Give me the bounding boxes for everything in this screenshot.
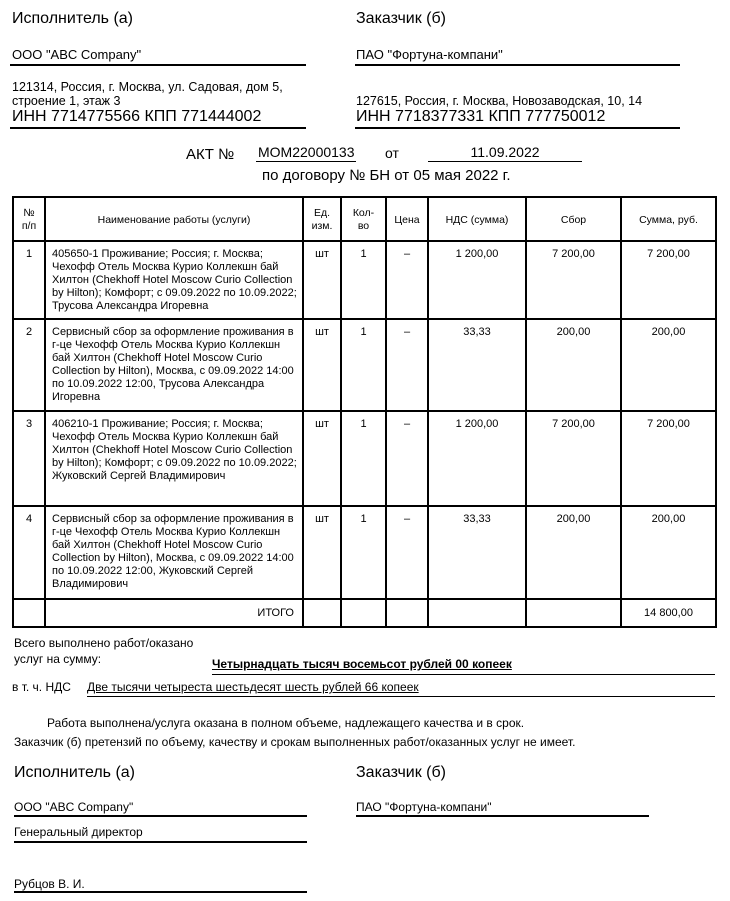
customer-inn-kpp: ИНН 7718377331 КПП 777750012	[356, 108, 606, 125]
row-qty: 1	[341, 319, 386, 411]
summary-total-label-line1: Всего выполнено работ/оказано	[14, 636, 194, 650]
executor-address-line2: строение 1, этаж 3	[12, 94, 121, 108]
executor-name-underline	[10, 64, 306, 66]
executor-inn-underline	[10, 127, 306, 129]
table-total-row	[13, 599, 716, 627]
signature-executor-position: Генеральный директор	[14, 825, 143, 839]
row-num: 2	[13, 319, 45, 411]
signature-executor-signer: Рубцов В. И.	[14, 877, 85, 891]
customer-title: Заказчик (б)	[356, 10, 446, 27]
header-fee: Сбор	[526, 197, 621, 241]
executor-address	[12, 80, 312, 108]
row-description: Сервисный сбор за оформление проживания в г-це Чехофф Отель Москва Курио Коллекшн бай Хилтон (Chekhoff Hotel Moscow Curio Collection by Hilton), Москва, с 09.09.2022 14:00 по 10.09.2022 12:00, Жуковский Сергей Владимирович	[45, 506, 303, 599]
header-vat: НДС (сумма)	[428, 197, 526, 241]
row-sum: 7 200,00	[621, 241, 716, 319]
header-description: Наименование работы (услуги)	[45, 197, 303, 241]
customer-address: 127615, Россия, г. Москва, Новозаводская, 10, 14	[356, 94, 643, 108]
executor-address-line1: 121314, Россия, г. Москва, ул. Садовая, дом 5,	[12, 80, 283, 94]
header-price: Цена	[386, 197, 428, 241]
act-date: 11.09.2022	[470, 144, 540, 160]
header-sum: Сумма, руб.	[621, 197, 716, 241]
row-vat: 33,33	[428, 506, 526, 599]
act-number: MOM22000133	[258, 144, 355, 160]
signature-customer-title: Заказчик (б)	[356, 764, 446, 781]
executor-name: ООО "ABC Company"	[12, 47, 142, 62]
row-num: 3	[13, 411, 45, 506]
row-num: 4	[13, 506, 45, 599]
act-from-label: от	[385, 145, 399, 161]
executor-title: Исполнитель (а)	[12, 10, 134, 27]
header-unit: Ед. изм.	[303, 197, 341, 241]
statement-line1: Работа выполнена/услуга оказана в полном объеме, надлежащего качества и в срок.	[47, 716, 525, 730]
table-row	[13, 241, 716, 319]
customer-inn-underline	[355, 127, 680, 129]
row-price: –	[386, 506, 428, 599]
table-row	[13, 319, 716, 411]
row-price: –	[386, 241, 428, 319]
total-sum: 14 800,00	[621, 599, 716, 627]
row-unit: шт	[303, 411, 341, 506]
row-qty: 1	[341, 241, 386, 319]
row-unit: шт	[303, 506, 341, 599]
row-description: 405650-1 Проживание; Россия; г. Москва; Чехофф Отель Москва Курио Коллекшн бай Хилтон (Chekhoff Hotel Moscow Curio Collection by Hilton); Комфорт; с 09.09.2022 по 10.09.2022; Трусова Александра Игоревна	[45, 241, 303, 319]
act-date-underline	[428, 161, 582, 162]
row-unit: шт	[303, 241, 341, 319]
customer-name-underline	[355, 64, 680, 66]
summary-total-underline	[212, 674, 715, 675]
header-num: № п/п	[13, 197, 45, 241]
executor-inn-kpp: ИНН 7714775566 КПП 771444002	[12, 108, 262, 125]
customer-name: ПАО "Фортуна-компани"	[356, 47, 503, 62]
signature-executor-title: Исполнитель (а)	[14, 764, 136, 781]
signature-customer-name: ПАО "Фортуна-компани"	[356, 800, 492, 814]
row-sum: 200,00	[621, 319, 716, 411]
row-fee: 200,00	[526, 319, 621, 411]
row-fee: 7 200,00	[526, 241, 621, 319]
total-label: ИТОГО	[45, 599, 303, 627]
act-number-underline	[256, 161, 356, 162]
summary-vat-label: в т. ч. НДС	[12, 680, 71, 694]
row-price: –	[386, 319, 428, 411]
row-vat: 1 200,00	[428, 241, 526, 319]
act-label: АКТ №	[186, 146, 235, 163]
row-fee: 7 200,00	[526, 411, 621, 506]
statement-line2: Заказчик (б) претензий по объему, качеству и срокам выполненных работ/оказанных услуг не имеет.	[14, 735, 576, 749]
act-contract: по договору № БН от 05 мая 2022 г.	[262, 167, 511, 184]
row-unit: шт	[303, 319, 341, 411]
summary-vat-words: Две тысячи четыреста шестьдесят шесть рублей 66 копеек	[87, 680, 419, 694]
row-qty: 1	[341, 506, 386, 599]
row-description: 406210-1 Проживание; Россия; г. Москва; Чехофф Отель Москва Курио Коллекшн бай Хилтон (Chekhoff Hotel Moscow Curio Collection by Hilton); Комфорт; с 09.09.2022 по 10.09.2022; Жуковский Сергей Владимирович	[45, 411, 303, 506]
table-row	[13, 411, 716, 506]
row-fee: 200,00	[526, 506, 621, 599]
row-sum: 7 200,00	[621, 411, 716, 506]
signature-executor-name: ООО "ABC Company"	[14, 800, 134, 814]
signature-executor-signer-underline	[14, 891, 307, 893]
table-header-row	[13, 197, 716, 241]
header-qty: Кол- во	[341, 197, 386, 241]
signature-customer-name-underline	[356, 815, 649, 817]
summary-vat-underline	[87, 696, 715, 697]
summary-total-words: Четырнадцать тысяч восемьсот рублей 00 копеек	[212, 657, 512, 671]
signature-executor-position-underline	[14, 841, 307, 843]
table-row	[13, 506, 716, 599]
row-vat: 1 200,00	[428, 411, 526, 506]
row-qty: 1	[341, 411, 386, 506]
row-num: 1	[13, 241, 45, 319]
row-description: Сервисный сбор за оформление проживания в г-це Чехофф Отель Москва Курио Коллекшн бай Хилтон (Chekhoff Hotel Moscow Curio Collection by Hilton), Москва, с 09.09.2022 14:00 по 10.09.2022 12:00, Трусова Александра Игоревна	[45, 319, 303, 411]
signature-executor-name-underline	[14, 815, 307, 817]
items-table	[12, 196, 717, 628]
row-vat: 33,33	[428, 319, 526, 411]
row-price: –	[386, 411, 428, 506]
summary-total-label-line2: услуг на сумму:	[14, 652, 102, 666]
row-sum: 200,00	[621, 506, 716, 599]
